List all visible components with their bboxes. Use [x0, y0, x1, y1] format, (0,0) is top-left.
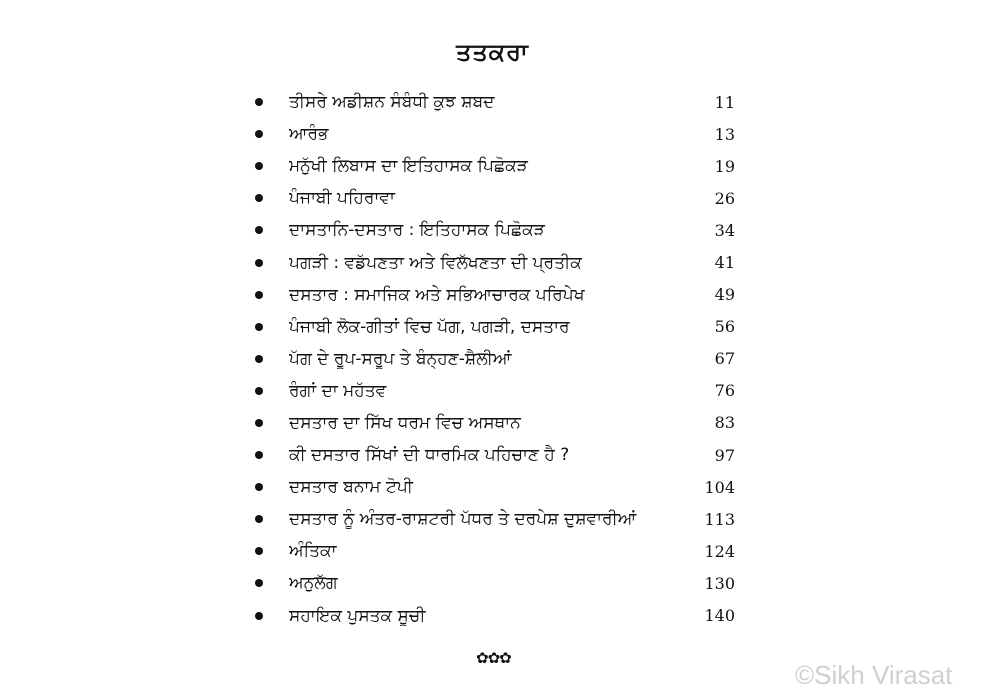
toc-entry — [255, 535, 735, 567]
bullet-icon — [255, 355, 263, 363]
toc-entry-title: ਆਰੰਭ — [289, 124, 329, 145]
bullet-icon — [255, 579, 263, 587]
toc-entry-page-number: 124 — [704, 541, 735, 561]
toc-entry-title: ਅਨੁਲੱਗ — [289, 573, 338, 594]
toc-entry — [255, 150, 735, 182]
toc-entry-title: ਮਨੁੱਖੀ ਲਿਬਾਸ ਦਾ ਇਤਿਹਾਸਕ ਪਿਛੋਕੜ — [289, 156, 528, 177]
toc-entry — [255, 471, 735, 503]
toc-entry — [255, 246, 735, 278]
toc-entry-page-number: 49 — [714, 285, 735, 305]
toc-entry-page-number: 97 — [714, 445, 735, 465]
toc-entry-page-number: 140 — [704, 606, 735, 626]
bullet-icon — [255, 419, 263, 427]
page-title: ਤਤਕਰਾ — [456, 38, 529, 66]
table-of-contents — [255, 86, 735, 632]
toc-entry — [255, 182, 735, 214]
bullet-icon — [255, 547, 263, 555]
toc-entry-page-number: 13 — [714, 124, 735, 144]
toc-entry-page-number: 83 — [714, 413, 735, 433]
bullet-icon — [255, 323, 263, 331]
toc-entry-page-number: 130 — [704, 573, 735, 593]
toc-entry-page-number: 26 — [714, 188, 735, 208]
toc-entry-title: ਦਸਤਾਰ : ਸਮਾਜਿਕ ਅਤੇ ਸਭਿਆਚਾਰਕ ਪਰਿਪੇਖ — [289, 284, 585, 305]
bullet-icon — [255, 226, 263, 234]
toc-entry-page-number: 34 — [714, 220, 735, 240]
toc-entry-page-number: 56 — [714, 317, 735, 337]
toc-entry-page-number: 41 — [714, 253, 735, 273]
toc-entry-title: ਪੱਗ ਦੇ ਰੂਪ-ਸਰੂਪ ਤੇ ਬੰਨ੍ਹਣ-ਸ਼ੈਲੀਆਂ — [289, 348, 512, 369]
bullet-icon — [255, 291, 263, 299]
toc-entry-page-number: 67 — [714, 349, 735, 369]
toc-entry — [255, 567, 735, 599]
toc-entry-title: ਰੰਗਾਂ ਦਾ ਮਹੱਤਵ — [289, 380, 387, 401]
toc-entry — [255, 86, 735, 118]
bullet-icon — [255, 387, 263, 395]
toc-entry — [255, 343, 735, 375]
book-page — [205, 0, 780, 700]
toc-entry — [255, 311, 735, 343]
bullet-icon — [255, 483, 263, 491]
end-ornament: ✿✿✿ — [476, 649, 511, 667]
toc-entry-title: ਕੀ ਦਸਤਾਰ ਸਿੱਖਾਂ ਦੀ ਧਾਰਮਿਕ ਪਹਿਚਾਣ ਹੈ ? — [289, 445, 570, 466]
bullet-icon — [255, 515, 263, 523]
toc-entry — [255, 600, 735, 632]
bullet-icon — [255, 612, 263, 620]
toc-entry-title: ਪੰਜਾਬੀ ਪਹਿਰਾਵਾ — [289, 188, 395, 209]
toc-entry — [255, 214, 735, 246]
toc-entry — [255, 503, 735, 535]
toc-entry — [255, 439, 735, 471]
bullet-icon — [255, 98, 263, 106]
toc-entry-title: ਦਸਤਾਰ ਦਾ ਸਿੱਖ ਧਰਮ ਵਿਚ ਅਸਥਾਨ — [289, 412, 521, 433]
toc-entry — [255, 375, 735, 407]
toc-entry-page-number: 113 — [704, 509, 735, 529]
bullet-icon — [255, 259, 263, 267]
toc-entry-page-number: 76 — [714, 381, 735, 401]
toc-entry-title: ਪਗੜੀ : ਵਡੱਪਣਤਾ ਅਤੇ ਵਿਲੱਖਣਤਾ ਦੀ ਪ੍ਰਤੀਕ — [289, 252, 582, 273]
toc-entry — [255, 407, 735, 439]
toc-entry-title: ਦਾਸਤਾਨਿ-ਦਸਤਾਰ : ਇਤਿਹਾਸਕ ਪਿਛੋਕੜ — [289, 220, 545, 241]
toc-entry-title: ਸਹਾਇਕ ਪੁਸਤਕ ਸੂਚੀ — [289, 605, 426, 626]
bullet-icon — [255, 451, 263, 459]
toc-entry-title: ਦਸਤਾਰ ਨੂੰ ਅੰਤਰ-ਰਾਸ਼ਟਰੀ ਪੱਧਰ ਤੇ ਦਰਪੇਸ਼ ਦੁਸ਼ਵਾਰੀਆਂ — [289, 509, 637, 530]
toc-entry-title: ਤੀਸਰੇ ਅਡੀਸ਼ਨ ਸੰਬੰਧੀ ਕੁਝ ਸ਼ਬਦ — [289, 92, 495, 113]
copyright-watermark: ©Sikh Virasat — [795, 660, 953, 690]
bullet-icon — [255, 194, 263, 202]
toc-entry-title: ਦਸਤਾਰ ਬਨਾਮ ਟੋਪੀ — [289, 477, 413, 498]
toc-entry-title: ਪੰਜਾਬੀ ਲੋਕ-ਗੀਤਾਂ ਵਿਚ ਪੱਗ, ਪਗੜੀ, ਦਸਤਾਰ — [289, 316, 570, 337]
toc-entry-page-number: 11 — [714, 92, 735, 112]
bullet-icon — [255, 130, 263, 138]
toc-entry-title: ਅੰਤਿਕਾ — [289, 541, 337, 562]
toc-entry — [255, 118, 735, 150]
toc-entry-page-number: 19 — [714, 156, 735, 176]
bullet-icon — [255, 162, 263, 170]
toc-entry-page-number: 104 — [704, 477, 735, 497]
toc-entry — [255, 279, 735, 311]
